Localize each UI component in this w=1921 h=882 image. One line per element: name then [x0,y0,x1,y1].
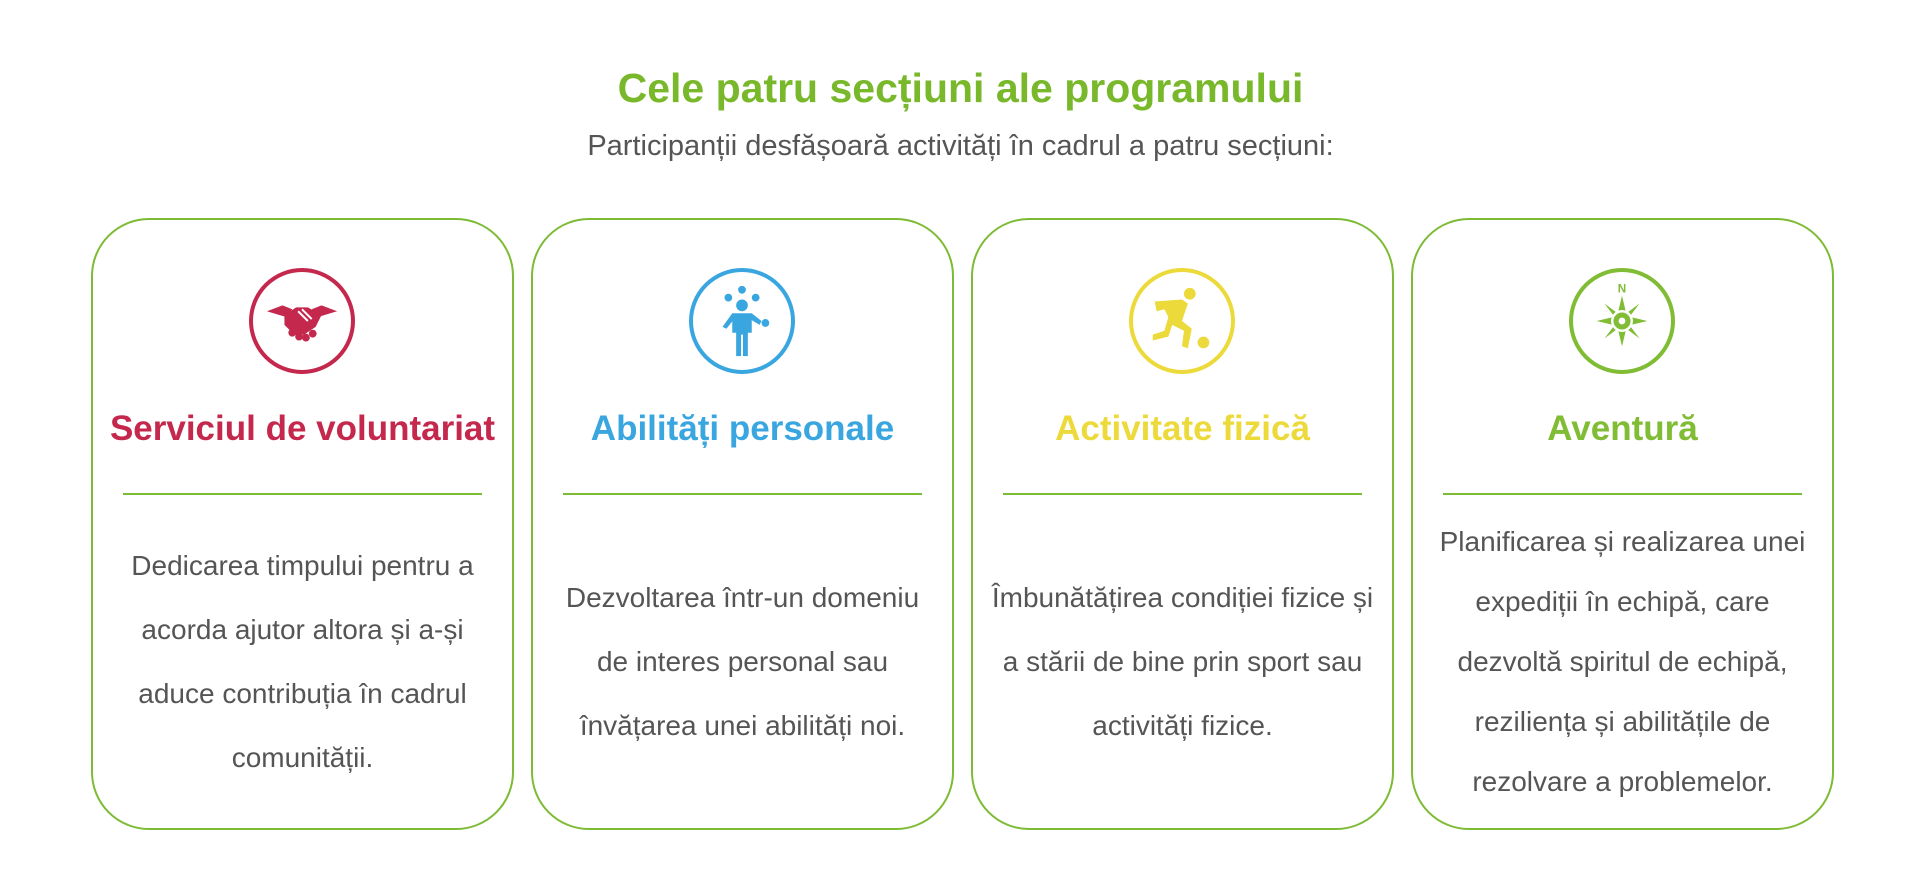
section-divider [1443,493,1802,495]
section-description [111,520,494,804]
section-description-text: Dedicarea timpului pentru a acorda ajutor altora și a-și aduce contribuția în cadrul comunității. [131,550,474,773]
section-icon-badge [689,268,795,374]
section-description [551,520,934,804]
section-divider [1003,493,1362,495]
sections-grid [0,218,1921,834]
handshake-icon [263,282,341,360]
section-card-adventure [1411,218,1834,830]
football-player-icon [1143,282,1221,360]
section-title: Aventură [1547,409,1698,448]
section-icon-badge [249,268,355,374]
section-divider [563,493,922,495]
section-title: Serviciul de voluntariat [109,409,496,448]
section-description-text: Îmbunătățirea condiției fizice și a stării de bine prin sport sau activități fizice. [991,582,1374,741]
section-description-text: Planificarea și realizarea unei expediții în echipă, care dezvoltă spiritul de echipă, reziliența și abilitățile de rezolvare a problemelor. [1439,526,1806,797]
section-card-volunteering [91,218,514,830]
section-title: Activitate fizică [1055,409,1310,448]
section-icon-badge [1129,268,1235,374]
page-title: Cele patru secțiuni ale programului [617,65,1304,111]
page-header [0,60,1921,164]
section-card-physical-activity [971,218,1394,830]
section-description [1425,520,1820,804]
section-card-personal-skills [531,218,954,830]
compass-north-label: N [1617,282,1627,296]
section-description [991,520,1374,804]
compass-icon [1583,282,1661,360]
section-description-text: Dezvoltarea într-un domeniu de interes personal sau învățarea unei abilități noi. [565,582,920,741]
section-title: Abilități personale [590,409,895,448]
page-subtitle: Participanții desfășoară activități în cadrul a patru secțiuni: [587,130,1334,162]
section-divider [123,493,482,495]
section-icon-badge [1569,268,1675,374]
juggler-icon [703,282,781,360]
